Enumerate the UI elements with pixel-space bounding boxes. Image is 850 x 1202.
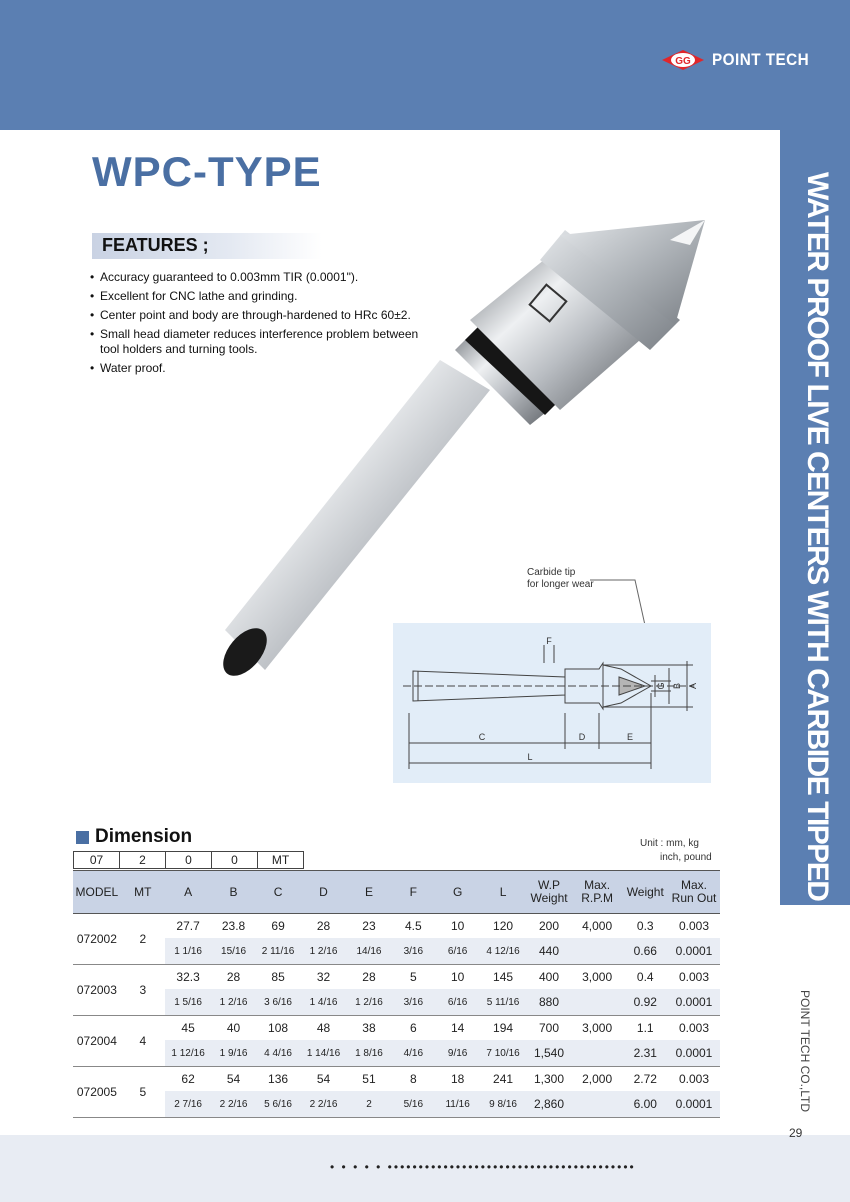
- gg-badge-icon: [662, 50, 704, 70]
- inch-cell: 0.0001: [668, 938, 720, 965]
- inch-cell: 0.0001: [668, 989, 720, 1016]
- inch-cell: 9 8/16: [480, 1091, 526, 1118]
- metric-cell: 2,000: [582, 1072, 613, 1086]
- metric-cell: 45: [181, 1021, 195, 1035]
- code-cell: 0: [166, 852, 212, 869]
- column-header: Max. R.P.M: [572, 871, 623, 914]
- inch-cell: 1 4/16: [300, 989, 346, 1016]
- callout-line1: Carbide tip: [527, 567, 576, 578]
- page-title: WPC-TYPE: [92, 148, 322, 195]
- metric-cell: 18: [450, 1072, 465, 1086]
- inch-cell: 0.66: [623, 938, 669, 965]
- label-g: G: [656, 682, 666, 690]
- metric-cell: 3,000: [582, 970, 613, 984]
- table-header-row: [73, 871, 720, 914]
- mt-cell: 4: [121, 1016, 165, 1067]
- metric-cell: 5: [409, 970, 417, 984]
- inch-cell: 1 9/16: [211, 1040, 256, 1067]
- column-header: L: [480, 871, 526, 914]
- inch-cell: [572, 1091, 623, 1118]
- metric-cell: 23: [362, 919, 376, 933]
- metric-cell: 0.003: [678, 970, 710, 984]
- metric-cell: 0.003: [678, 1072, 710, 1086]
- inch-cell: 14/16: [347, 938, 392, 965]
- inch-cell: 5 6/16: [256, 1091, 300, 1118]
- dimension-diagram: [393, 623, 711, 783]
- column-header: W.P Weight: [526, 871, 572, 914]
- dimension-title: Dimension: [95, 826, 193, 847]
- metric-cell: 0.4: [636, 970, 654, 984]
- code-cell: MT: [258, 852, 304, 869]
- metric-cell: 62: [181, 1072, 195, 1086]
- mt-cell: 3: [121, 965, 165, 1016]
- metric-cell: 54: [226, 1072, 241, 1086]
- inch-cell: 0.0001: [668, 1040, 720, 1067]
- column-header: MT: [121, 871, 165, 914]
- side-company: [782, 990, 822, 1120]
- model-code-table: [73, 851, 304, 869]
- inch-cell: 5 11/16: [480, 989, 526, 1016]
- metric-cell: 54: [316, 1072, 331, 1086]
- table-row: [73, 914, 720, 939]
- inch-cell: 4 4/16: [256, 1040, 300, 1067]
- side-title: [786, 172, 846, 992]
- column-header: E: [347, 871, 392, 914]
- features-heading-text: FEATURES ;: [102, 235, 209, 255]
- metric-cell: 23.8: [221, 919, 246, 933]
- metric-cell: 145: [493, 970, 514, 984]
- inch-cell: 6.00: [623, 1091, 669, 1118]
- metric-cell: 32: [316, 970, 331, 984]
- metric-cell: 6: [409, 1021, 417, 1035]
- metric-cell: 4.5: [404, 919, 422, 933]
- inch-cell: 0.92: [623, 989, 669, 1016]
- model-cell: 072005: [73, 1067, 121, 1118]
- metric-cell: 10: [450, 919, 465, 933]
- metric-cell: 2.72: [633, 1072, 657, 1086]
- model-cell: 072003: [73, 965, 121, 1016]
- inch-cell: 1,540: [526, 1040, 572, 1067]
- callout-line2: for longer wear: [527, 579, 594, 590]
- column-header: B: [211, 871, 256, 914]
- metric-cell: 194: [493, 1021, 514, 1035]
- metric-cell: 1.1: [636, 1021, 654, 1035]
- metric-cell: 28: [316, 919, 331, 933]
- column-header: MODEL: [73, 871, 121, 914]
- model-cell: 072004: [73, 1016, 121, 1067]
- metric-cell: 28: [226, 970, 241, 984]
- metric-cell: 3,000: [582, 1021, 613, 1035]
- inch-cell: 2 2/16: [300, 1091, 346, 1118]
- square-bullet-icon: [76, 831, 89, 844]
- dimension-heading: [76, 826, 192, 848]
- inch-cell: 2 2/16: [211, 1091, 256, 1118]
- table-row: [73, 1016, 720, 1041]
- page-number: 29: [789, 1126, 803, 1140]
- label-d: D: [578, 732, 586, 742]
- inch-cell: 440: [526, 938, 572, 965]
- metric-cell: 108: [268, 1021, 289, 1035]
- inch-cell: 2: [347, 1091, 392, 1118]
- metric-cell: 8: [409, 1072, 417, 1086]
- code-cell: 07: [74, 852, 120, 869]
- metric-cell: 69: [271, 919, 285, 933]
- inch-cell: 3 6/16: [256, 989, 300, 1016]
- metric-cell: 1,300: [534, 1072, 565, 1086]
- column-header: G: [435, 871, 479, 914]
- label-b: B: [672, 682, 682, 690]
- metric-cell: 27.7: [176, 919, 200, 933]
- column-header: Max. Run Out: [668, 871, 720, 914]
- inch-cell: 7 10/16: [480, 1040, 526, 1067]
- table-row: [73, 1040, 720, 1067]
- inch-cell: 3/16: [391, 938, 435, 965]
- label-f: F: [546, 636, 552, 646]
- table-row: [73, 989, 720, 1016]
- metric-cell: 120: [493, 919, 514, 933]
- inch-cell: 1 2/16: [211, 989, 256, 1016]
- mt-cell: 5: [121, 1067, 165, 1118]
- label-e: E: [626, 732, 634, 742]
- inch-cell: [572, 938, 623, 965]
- unit-imperial: inch, pound: [660, 852, 712, 863]
- feature-item: • Excellent for CNC lathe and grinding.: [88, 289, 428, 304]
- column-header: Weight: [623, 871, 669, 914]
- metric-cell: 38: [362, 1021, 376, 1035]
- table-row: [73, 965, 720, 990]
- inch-cell: 2.31: [623, 1040, 669, 1067]
- table-row: [73, 1091, 720, 1118]
- dimension-table: [73, 870, 720, 1118]
- metric-cell: 10: [450, 970, 465, 984]
- metric-cell: 700: [539, 1021, 560, 1035]
- code-cell: 2: [120, 852, 166, 869]
- feature-item: • Water proof.: [88, 361, 428, 376]
- inch-cell: 880: [526, 989, 572, 1016]
- mt-cell: 2: [121, 914, 165, 965]
- feature-item: • Center point and body are through-hardened to HRc 60±2.: [88, 308, 428, 323]
- inch-cell: [572, 989, 623, 1016]
- metric-cell: 85: [271, 970, 285, 984]
- inch-cell: 1 2/16: [347, 989, 392, 1016]
- label-a: A: [688, 682, 698, 690]
- inch-cell: 1 5/16: [165, 989, 211, 1016]
- brand-logo: [662, 50, 820, 70]
- metric-cell: 0.003: [678, 1021, 710, 1035]
- label-c: C: [478, 732, 486, 742]
- metric-cell: 14: [450, 1021, 465, 1035]
- inch-cell: 1 1/16: [165, 938, 211, 965]
- inch-cell: 3/16: [391, 989, 435, 1016]
- metric-cell: 32.3: [176, 970, 200, 984]
- metric-cell: 241: [493, 1072, 514, 1086]
- metric-cell: 400: [539, 970, 560, 984]
- metric-cell: 51: [362, 1072, 376, 1086]
- brand-name: POINT TECH: [712, 50, 810, 69]
- inch-cell: 2 11/16: [256, 938, 300, 965]
- metric-cell: 4,000: [582, 919, 613, 933]
- side-company-text: POINT TECH CO.,LTD: [798, 990, 812, 1113]
- label-l: L: [527, 752, 533, 762]
- inch-cell: 2 7/16: [165, 1091, 211, 1118]
- svg-text:GG: GG: [675, 56, 691, 67]
- inch-cell: 5/16: [391, 1091, 435, 1118]
- unit-metric: Unit : mm, kg: [640, 838, 699, 849]
- column-header: A: [165, 871, 211, 914]
- feature-item: • Small head diameter reduces interference problem between tool holders and turning tools.: [88, 327, 428, 357]
- inch-cell: 1 14/16: [300, 1040, 346, 1067]
- metric-cell: 0.003: [678, 919, 710, 933]
- inch-cell: 1 8/16: [347, 1040, 392, 1067]
- metric-cell: 40: [226, 1021, 241, 1035]
- column-header: C: [256, 871, 300, 914]
- feature-item: • Accuracy guaranteed to 0.003mm TIR (0.0001").: [88, 270, 428, 285]
- metric-cell: 200: [539, 919, 560, 933]
- inch-cell: 1 12/16: [165, 1040, 211, 1067]
- inch-cell: 4/16: [391, 1040, 435, 1067]
- footer-dots: • • • • • ••••••••••••••••••••••••••••••••••••••••: [330, 1160, 636, 1174]
- inch-cell: 2,860: [526, 1091, 572, 1118]
- inch-cell: 6/16: [435, 938, 479, 965]
- model-cell: 072002: [73, 914, 121, 965]
- inch-cell: [572, 1040, 623, 1067]
- column-header: F: [391, 871, 435, 914]
- column-header: D: [300, 871, 346, 914]
- inch-cell: 11/16: [435, 1091, 479, 1118]
- side-title-text: WATER PROOF LIVE CENTERS WITH CARBIDE TIPPED POINT: [801, 172, 834, 992]
- inch-cell: 4 12/16: [480, 938, 526, 965]
- table-row: [73, 938, 720, 965]
- metric-cell: 28: [362, 970, 376, 984]
- metric-cell: 0.3: [636, 919, 654, 933]
- inch-cell: 9/16: [435, 1040, 479, 1067]
- table-row: [73, 1067, 720, 1092]
- inch-cell: 1 2/16: [300, 938, 346, 965]
- code-cell: 0: [212, 852, 258, 869]
- inch-cell: 0.0001: [668, 1091, 720, 1118]
- inch-cell: 6/16: [435, 989, 479, 1016]
- metric-cell: 136: [268, 1072, 289, 1086]
- inch-cell: 15/16: [211, 938, 256, 965]
- metric-cell: 48: [316, 1021, 331, 1035]
